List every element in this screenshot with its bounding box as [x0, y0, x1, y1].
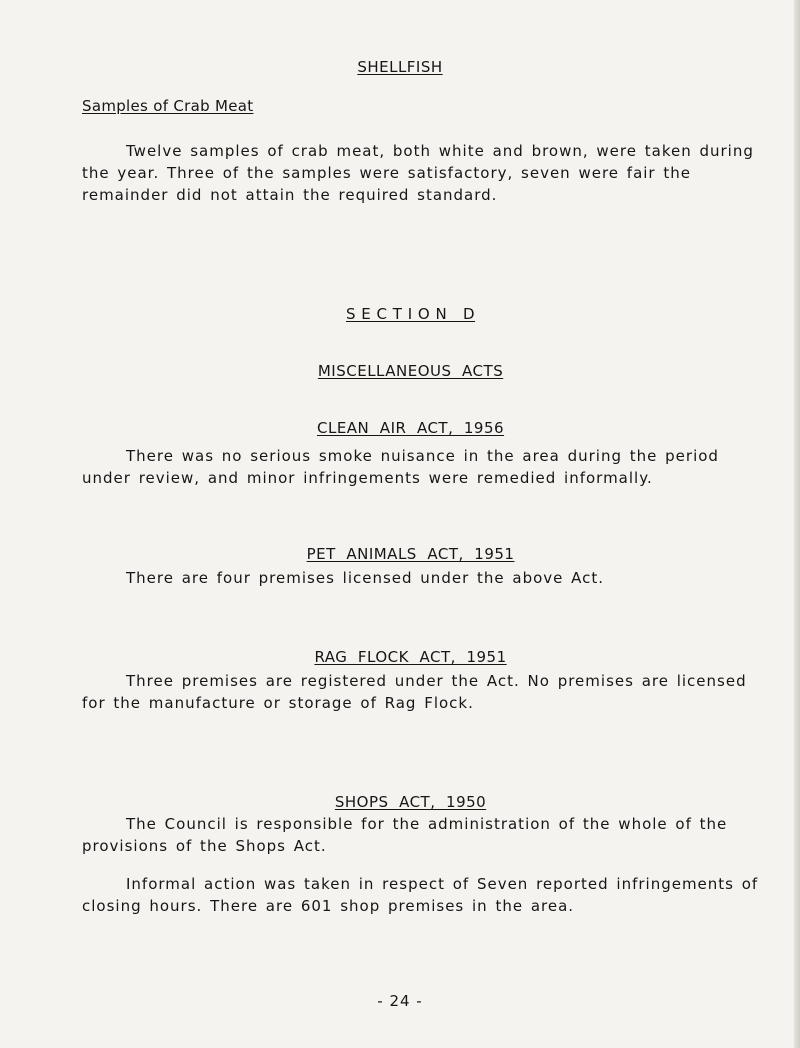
section-title: MISCELLANEOUS ACTS [317, 362, 504, 380]
shops-paragraph-2: Informal action was taken in respect of Seven reported infringements of closing hours. There are 601 shop premises in the area. [82, 875, 759, 915]
clean-air-paragraph: There was no serious smoke nuisance in the area during the period under review, and minor infringements were remedied informally. [82, 447, 719, 487]
crab-meat-paragraph: Twelve samples of crab meat, both white and brown, were taken during the year. Three of the samples were satisfactory, seven were fair the remainder did not attain the required standard. [82, 142, 754, 204]
page-edge [794, 0, 800, 1048]
shops-heading: SHOPS ACT, 1950 [334, 793, 487, 811]
page-number: - 24 - [377, 992, 423, 1010]
rag-flock-heading: RAG FLOCK ACT, 1951 [314, 648, 507, 666]
rag-flock-paragraph: Three premises are registered under the Act. No premises are licensed for the manufacture or storage of Rag Flock. [82, 672, 747, 712]
pet-animals-paragraph: There are four premises licensed under the above Act. [126, 569, 605, 587]
clean-air-heading: CLEAN AIR ACT, 1956 [316, 419, 505, 437]
page-title: SHELLFISH [357, 58, 443, 76]
shops-paragraph-1: The Council is responsible for the administration of the whole of the provisions of the Shops Act. [82, 815, 728, 855]
section-label: S E C T I O N D [346, 305, 476, 323]
pet-animals-heading: PET ANIMALS ACT, 1951 [306, 545, 515, 563]
crab-meat-subheading: Samples of Crab Meat [82, 97, 254, 115]
